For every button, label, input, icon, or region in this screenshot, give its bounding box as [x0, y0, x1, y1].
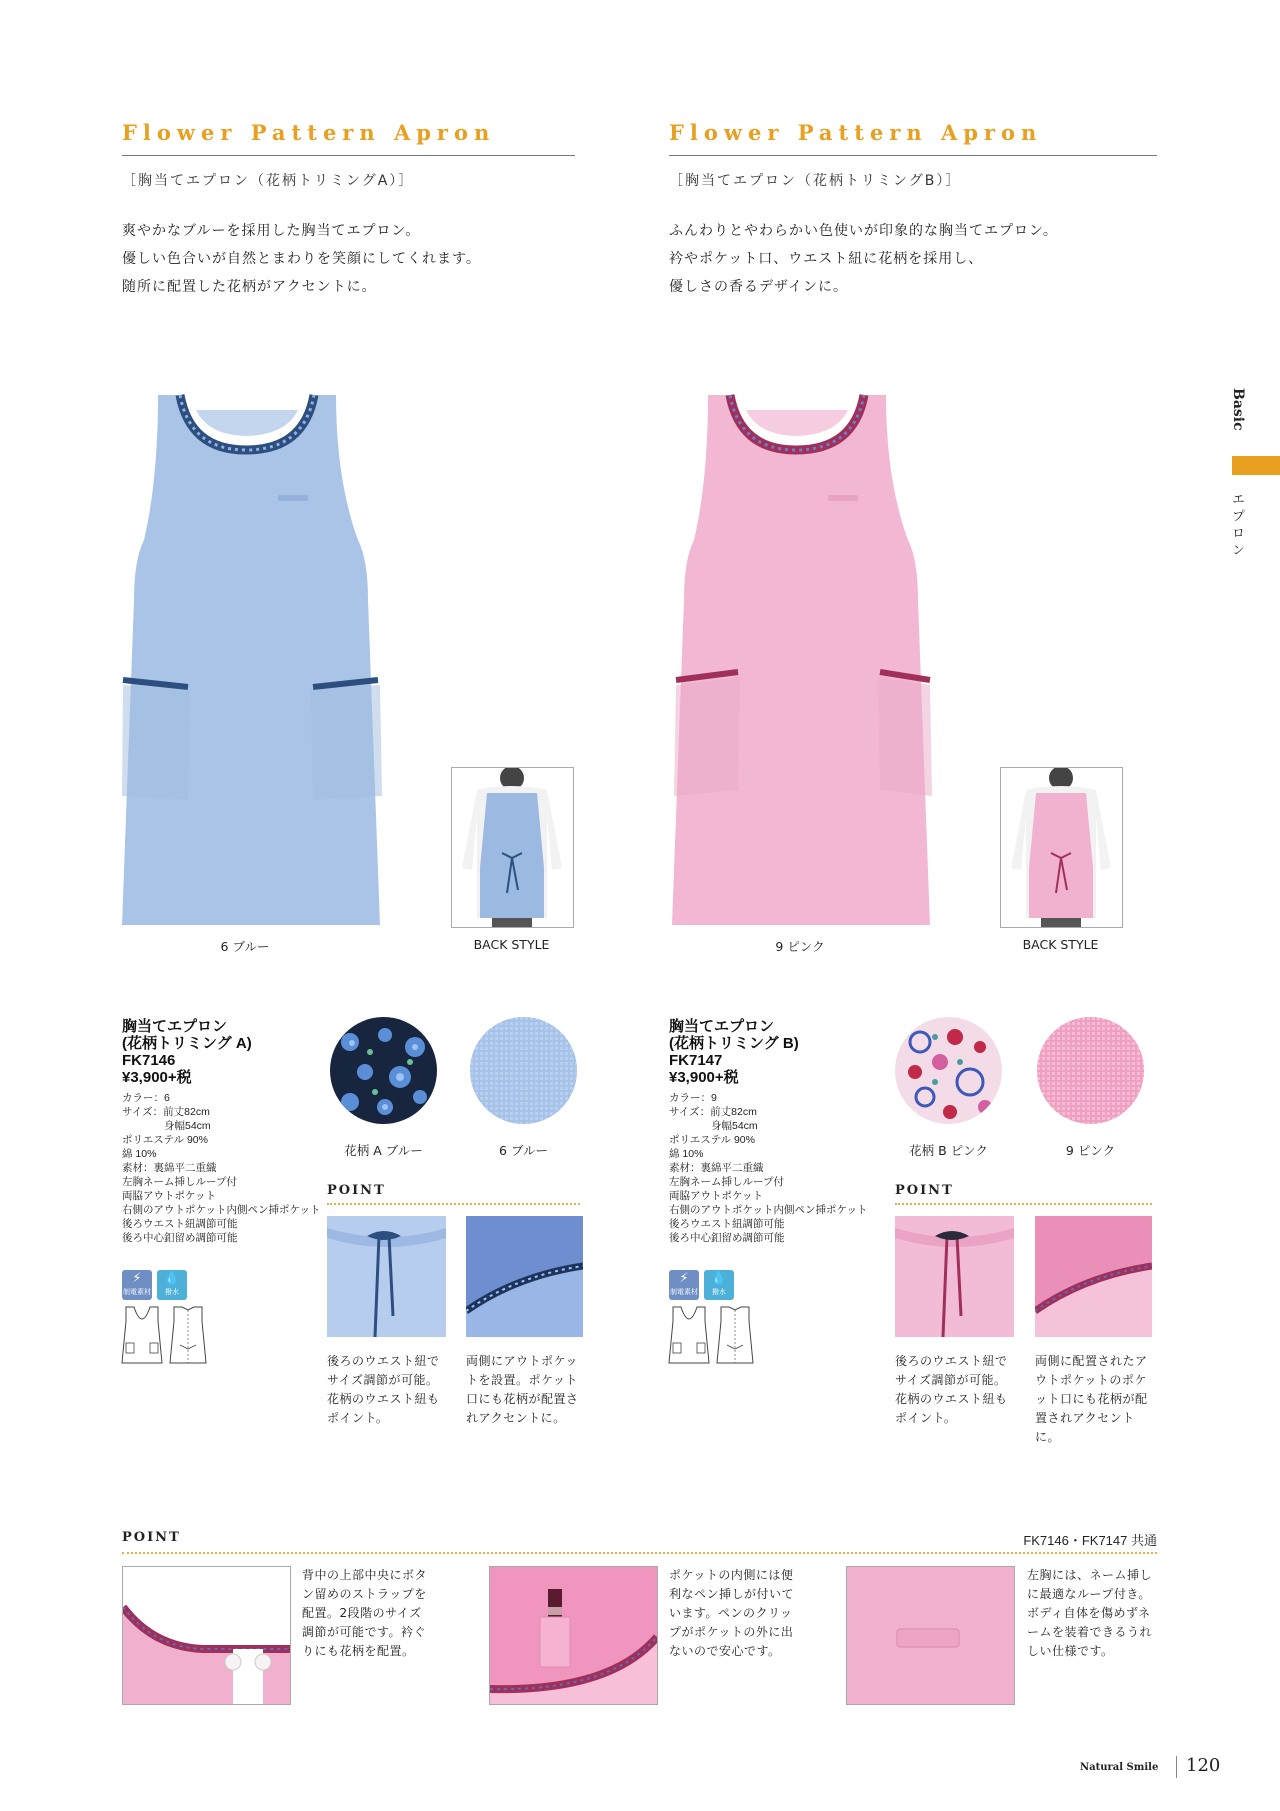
left-product-name-line: (花柄トリミング A): [122, 1035, 252, 1052]
left-point-heading: POINT: [327, 1183, 386, 1198]
front-back-line-drawing: [665, 1305, 761, 1365]
front-back-line-drawing: [118, 1305, 214, 1365]
left-product-code: FK7146: [122, 1052, 176, 1069]
left-desc-line: 優しい色合いが自然とまわりを笑顔にしてくれます。: [122, 251, 481, 267]
antistatic-badge: [669, 1270, 699, 1300]
spec-line: 左胸ネーム挿しループ付: [122, 1176, 237, 1188]
pink-pocket-image: [1035, 1216, 1152, 1337]
left-point1-text: 後ろのウエスト紐でサイズ調節が可能。花柄のウエスト紐もポイント。: [327, 1354, 440, 1425]
blue-waist-tie-image: [327, 1216, 446, 1337]
bottom-point2-text: ポケットの内側には便利なペン挿しが付いています。ペンのクリップがポケットの外に出ないので安心です。: [669, 1568, 795, 1658]
left-title-rule: [122, 155, 575, 156]
pink-apron-image: [668, 390, 936, 925]
bottom-point-heading: POINT: [122, 1530, 181, 1545]
left-product-name-line: 胸当てエプロン: [122, 1018, 228, 1035]
right-product-name-line: 胸当てエプロン: [669, 1018, 775, 1035]
pink-9-swatch: [1037, 1017, 1144, 1124]
spec-line: 右側のアウトポケット内側ペン挿ポケット: [122, 1204, 321, 1216]
spec-line: 後ろ中心釦留め調節可能: [122, 1232, 238, 1244]
footer-brand: Natural Smile: [1080, 1762, 1159, 1773]
spec-line: サイズ：前丈82cm: [122, 1106, 210, 1118]
spec-line: サイズ：前丈82cm: [669, 1106, 757, 1118]
left-description: [122, 217, 562, 301]
right-point1-text: 後ろのウエスト紐でサイズ調節が可能。花柄のウエスト紐もポイント。: [895, 1354, 1008, 1425]
pink-9-caption: 9 ピンク: [1065, 1143, 1116, 1158]
spec-line: 両脇アウトポケット: [669, 1190, 763, 1202]
spec-line: 素材：裏綿平二重織: [122, 1162, 217, 1174]
back-strap-button-image: [122, 1566, 291, 1705]
lightning-icon: ⚡: [679, 1271, 689, 1286]
pen-pocket-image: [489, 1566, 658, 1705]
water-drop-icon: 💧: [163, 1271, 181, 1286]
blue-6-swatch: [470, 1017, 577, 1124]
floral-b-pink-swatch: [895, 1017, 1002, 1124]
right-point2-text: 両側に配置されたアウトポケットのポケット口にも花柄が配置されアクセントに。: [1035, 1354, 1148, 1444]
badge-label: 制電素材: [670, 1288, 698, 1296]
spec-line: ポリエステル 90%: [669, 1134, 755, 1146]
footer-divider: [1176, 1756, 1177, 1778]
common-models-label: FK7146・FK7147 共通: [1023, 1533, 1157, 1548]
left-title: Flower Pattern Apron: [122, 120, 496, 145]
spec-line: 後ろウエスト紐調節可能: [122, 1218, 238, 1230]
spec-line: 左胸ネーム挿しループ付: [669, 1176, 784, 1188]
right-desc-line: 衿やポケット口、ウエスト紐に花柄を採用し、: [669, 251, 984, 267]
blue-6-caption: 6 ブルー: [499, 1143, 548, 1158]
water-repellent-badge: [157, 1270, 187, 1300]
spec-line: カラー：9: [669, 1092, 717, 1104]
floral-a-caption: 花柄 A ブルー: [344, 1143, 423, 1158]
left-desc-line: 随所に配置した花柄がアクセントに。: [122, 279, 377, 295]
antistatic-badge: [122, 1270, 152, 1300]
right-spec-list: [669, 1091, 869, 1245]
floral-b-caption: 花柄 B ピンク: [909, 1143, 988, 1158]
side-orange-tab: [1232, 456, 1280, 475]
spec-line: 後ろウエスト紐調節可能: [669, 1218, 785, 1230]
right-subtitle: ［胸当てエプロン（花柄トリミングB）］: [669, 173, 962, 189]
right-product-price: ¥3,900+税: [669, 1069, 739, 1086]
right-point-heading: POINT: [895, 1183, 954, 1198]
spec-line: 身幅54cm: [122, 1120, 211, 1132]
bottom-point1-text: 背中の上部中央にボタン留めのストラップを配置。2段階のサイズ調節が可能です。衿ぐりにも花柄を配置。: [302, 1568, 428, 1658]
badge-label: 撥水: [712, 1288, 726, 1296]
left-point-divider: [327, 1203, 580, 1205]
right-desc-line: 優しさの香るデザインに。: [669, 279, 849, 295]
right-title-rule: [669, 155, 1157, 156]
pink-waist-tie-image: [895, 1216, 1014, 1337]
name-loop-image: [846, 1566, 1015, 1705]
pink-main-caption: 9 ピンク: [775, 939, 825, 954]
side-basic-label: Basic: [1230, 388, 1246, 431]
left-point2-text: 両側にアウトポケットを設置。ポケット口にも花柄が配置されアクセントに。: [466, 1354, 579, 1425]
left-product-price: ¥3,900+税: [122, 1069, 192, 1086]
bottom-point3-text: 左胸には、ネーム挿しに最適なループ付き。ボディ自体を傷めずネームを装着できるうれしい仕様です。: [1027, 1568, 1153, 1658]
blue-back-caption: BACK STYLE: [473, 937, 550, 952]
spec-line: 右側のアウトポケット内側ペン挿ポケット: [669, 1204, 868, 1216]
blue-back-style-image: [451, 767, 574, 928]
right-product-code: FK7147: [669, 1052, 723, 1069]
right-title: Flower Pattern Apron: [669, 120, 1043, 145]
left-product-name: [122, 1018, 252, 1086]
spec-line: ポリエステル 90%: [122, 1134, 208, 1146]
right-point-divider: [895, 1203, 1152, 1205]
floral-a-blue-swatch: [330, 1017, 437, 1124]
pink-back-caption: BACK STYLE: [1022, 937, 1099, 952]
badge-label: 制電素材: [123, 1288, 151, 1296]
water-repellent-badge: [704, 1270, 734, 1300]
right-product-name: [669, 1018, 799, 1086]
blue-apron-image: [118, 390, 386, 925]
spec-line: 後ろ中心釦留め調節可能: [669, 1232, 785, 1244]
blue-main-caption: 6 ブルー: [220, 939, 270, 954]
bottom-point-divider: [122, 1552, 1157, 1554]
spec-line: 綿 10%: [122, 1148, 157, 1160]
left-spec-list: [122, 1091, 322, 1245]
badge-label: 撥水: [165, 1288, 179, 1296]
right-description: [669, 217, 1139, 301]
right-product-name-line: (花柄トリミング B): [669, 1035, 799, 1052]
spec-line: 素材：裏綿平二重織: [669, 1162, 764, 1174]
water-drop-icon: 💧: [710, 1271, 728, 1286]
left-desc-line: 爽やかなブルーを採用した胸当てエプロン。: [122, 223, 421, 239]
spec-line: 両脇アウトポケット: [122, 1190, 216, 1202]
side-category-label: エプロン: [1229, 492, 1244, 560]
page-number: 120: [1186, 1755, 1221, 1776]
lightning-icon: ⚡: [132, 1271, 142, 1286]
spec-line: 綿 10%: [669, 1148, 704, 1160]
pink-back-style-image: [1000, 767, 1123, 928]
blue-pocket-image: [466, 1216, 583, 1337]
spec-line: カラー：6: [122, 1092, 170, 1104]
left-subtitle: ［胸当てエプロン（花柄トリミングA）］: [122, 173, 415, 189]
right-desc-line: ふんわりとやわらかい色使いが印象的な胸当てエプロン。: [669, 223, 1058, 239]
spec-line: 身幅54cm: [669, 1120, 758, 1132]
